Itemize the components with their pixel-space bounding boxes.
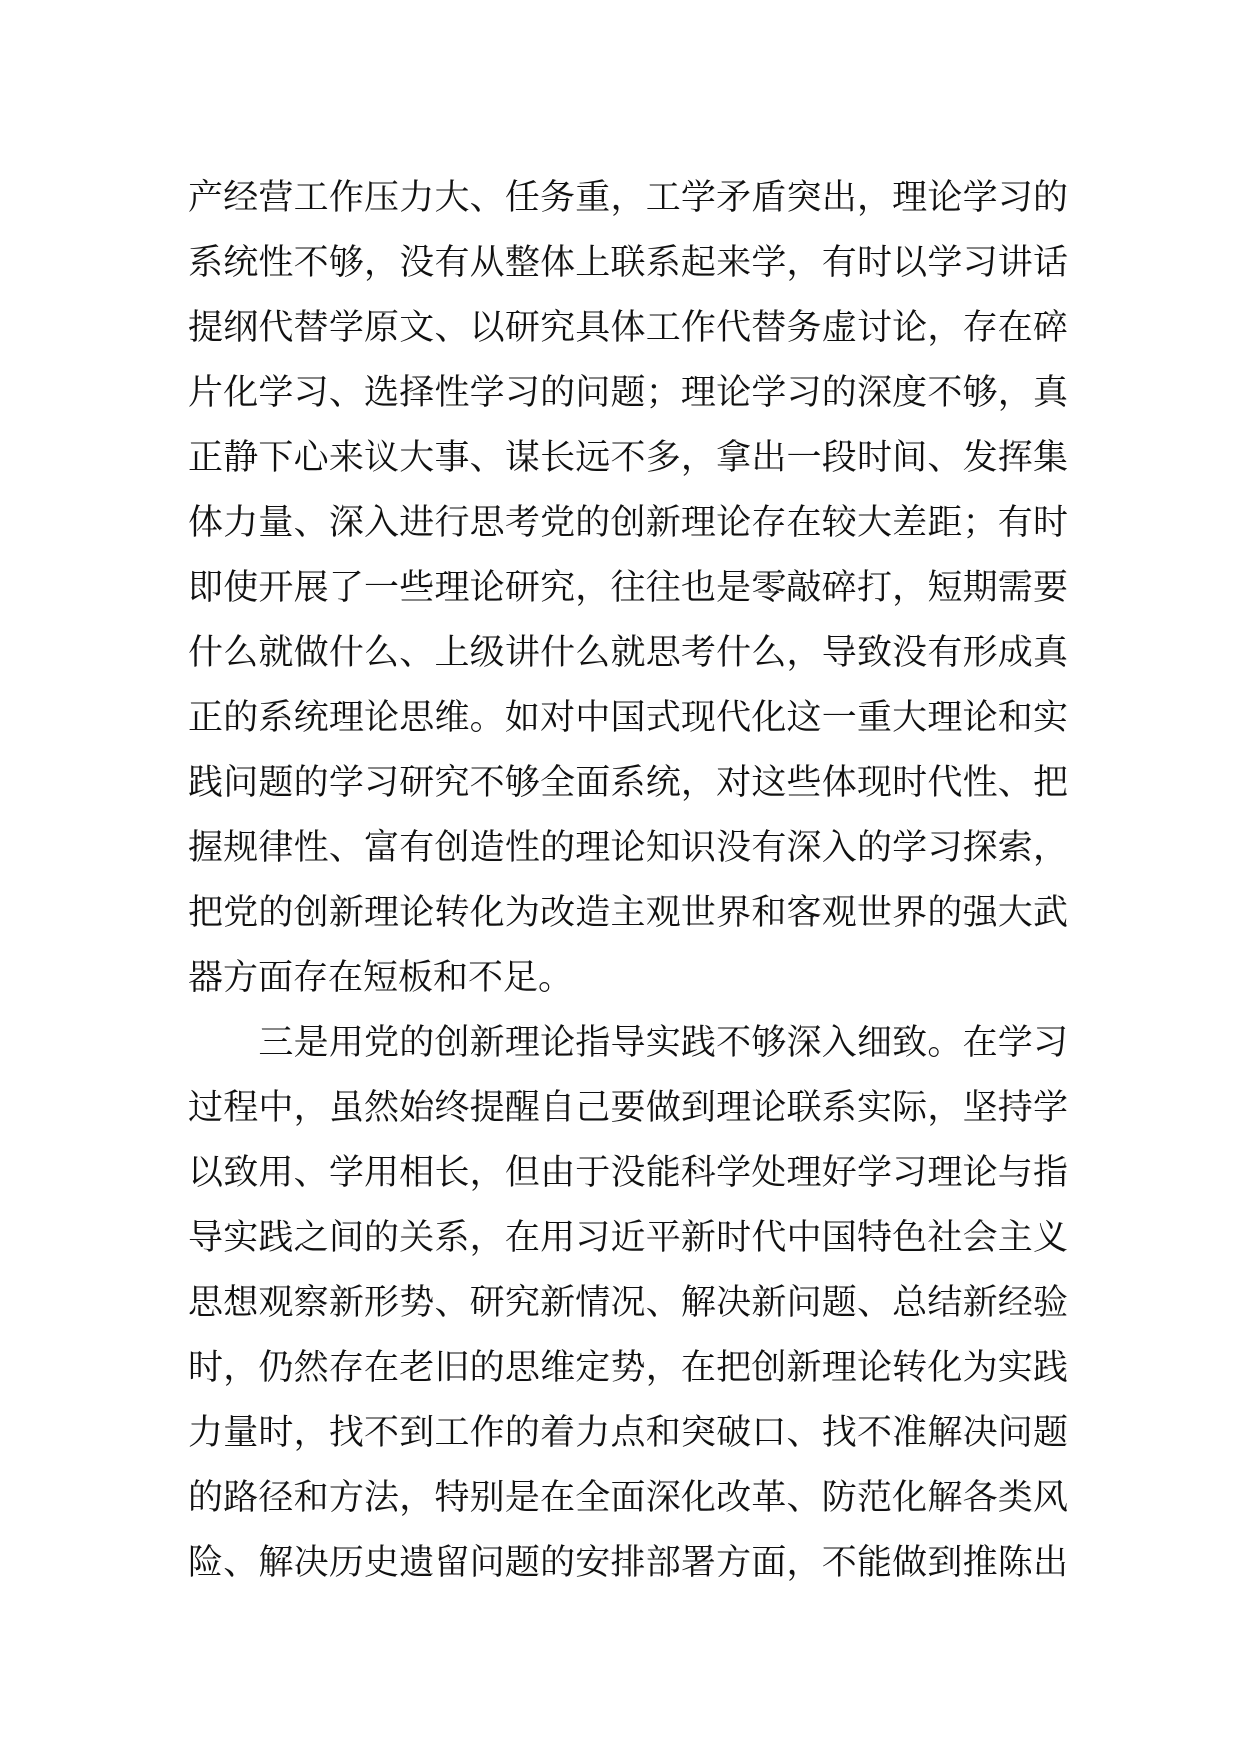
body-text [188, 166, 1068, 1596]
text-line: 正的系统理论思维。如对中国式现代化这一重大理论和实 [188, 698, 1068, 738]
text-line: 导实践之间的关系，在用习近平新时代中国特色社会主义 [188, 1218, 1068, 1258]
text-line: 的路径和方法，特别是在全面深化改革、防范化解各类风 [188, 1478, 1068, 1518]
text-line: 把党的创新理论转化为改造主观世界和客观世界的强大武 [188, 893, 1068, 933]
text-line: 践问题的学习研究不够全面系统，对这些体现时代性、把 [188, 763, 1068, 803]
text-line: 器方面存在短板和不足。 [188, 958, 574, 998]
text-line: 系统性不够，没有从整体上联系起来学，有时以学习讲话 [188, 243, 1068, 283]
text-line: 体力量、深入进行思考党的创新理论存在较大差距；有时 [188, 503, 1068, 543]
text-line: 险、解决历史遗留问题的安排部署方面，不能做到推陈出 [188, 1543, 1068, 1583]
text-line: 过程中，虽然始终提醒自己要做到理论联系实际，坚持学 [188, 1088, 1068, 1128]
text-line: 握规律性、富有创造性的理论知识没有深入的学习探索， [188, 828, 1068, 868]
text-line: 力量时，找不到工作的着力点和突破口、找不准解决问题 [188, 1413, 1068, 1453]
text-line: 思想观察新形势、研究新情况、解决新问题、总结新经验 [188, 1283, 1068, 1323]
text-line: 正静下心来议大事、谋长远不多，拿出一段时间、发挥集 [188, 438, 1068, 478]
text-line: 片化学习、选择性学习的问题；理论学习的深度不够，真 [188, 373, 1068, 413]
text-line: 什么就做什么、上级讲什么就思考什么，导致没有形成真 [188, 633, 1068, 673]
text-line: 时，仍然存在老旧的思维定势，在把创新理论转化为实践 [188, 1348, 1068, 1388]
text-line: 产经营工作压力大、任务重，工学矛盾突出，理论学习的 [188, 178, 1068, 218]
paragraph-2 [188, 1011, 1068, 1596]
text-line: 以致用、学用相长，但由于没能科学处理好学习理论与指 [188, 1153, 1068, 1193]
text-line: 即使开展了一些理论研究，往往也是零敲碎打，短期需要 [188, 568, 1068, 608]
text-line: 提纲代替学原文、以研究具体工作代替务虚讨论，存在碎 [188, 308, 1068, 348]
paragraph-1 [188, 166, 1068, 1011]
text-line: 三是用党的创新理论指导实践不够深入细致。在学习 [188, 1023, 1068, 1063]
